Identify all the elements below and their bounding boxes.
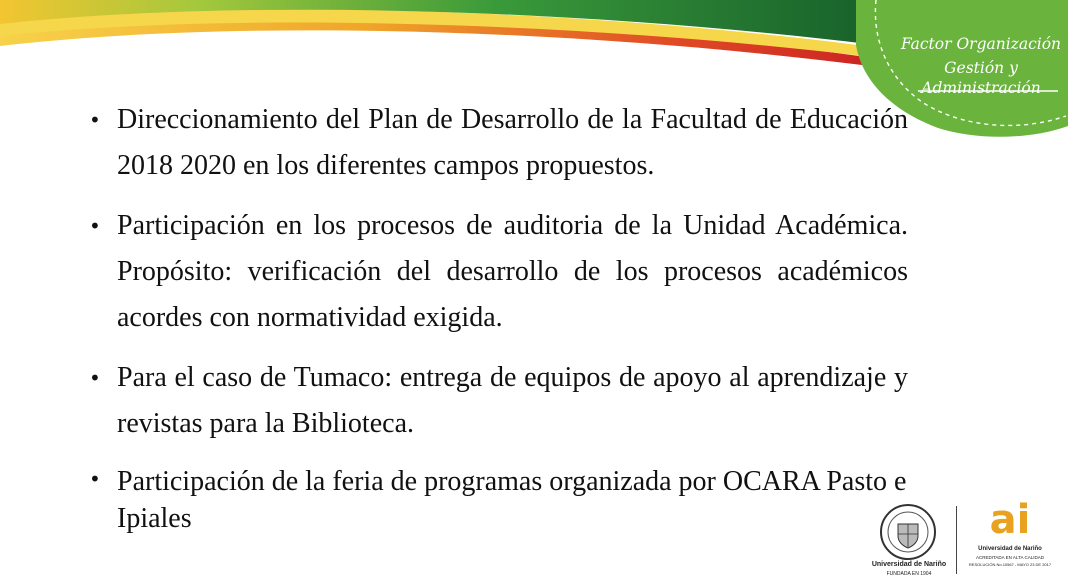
bullet-list bbox=[88, 97, 908, 551]
accreditation-line1: ACREDITADA EN ALTA CALIDAD bbox=[975, 555, 1045, 560]
bullet-item bbox=[88, 461, 908, 537]
badge-title-line2: Gestión y Administración bbox=[921, 59, 1041, 97]
university-founded: FUNDADA EN 1904 bbox=[886, 571, 932, 577]
footer-logos bbox=[868, 497, 1058, 580]
logo-divider bbox=[956, 506, 957, 574]
bullet-text: Participación en los procesos de auditoria de la Unidad Académica. Propósito: verificación del desarrollo de los procesos académicos acordes con normatividad exigida. bbox=[117, 210, 908, 333]
bullet-marker: • bbox=[89, 108, 101, 132]
accreditation-line2: RESOLUCIÓN No.10567 - MAYO 23 DE 2017 bbox=[968, 562, 1052, 567]
accreditation-mark: ai bbox=[989, 497, 1031, 543]
bullet-marker: • bbox=[89, 467, 101, 491]
university-name: Universidad de Nariño bbox=[871, 561, 947, 568]
bullet-text: Direccionamiento del Plan de Desarrollo de la Facultad de Educación 2018 2020 en los diferentes campos propuestos. bbox=[117, 104, 908, 181]
bullet-marker: • bbox=[89, 366, 101, 390]
bullet-text: Para el caso de Tumaco: entrega de equipos de apoyo al aprendizaje y revistas para la Biblioteca. bbox=[117, 362, 908, 439]
bullet-item bbox=[88, 203, 908, 341]
accreditation-university: Universidad de Nariño bbox=[978, 546, 1042, 552]
bullet-item bbox=[88, 355, 908, 447]
university-seal-icon bbox=[878, 502, 938, 562]
badge-title-line1: Factor Organización bbox=[900, 35, 1062, 53]
bullet-text: Participación de la feria de programas organizada por OCARA Pasto e Ipiales bbox=[117, 466, 907, 534]
bullet-item bbox=[88, 97, 908, 189]
bullet-marker: • bbox=[89, 214, 101, 238]
accreditation-logo bbox=[964, 497, 1056, 580]
